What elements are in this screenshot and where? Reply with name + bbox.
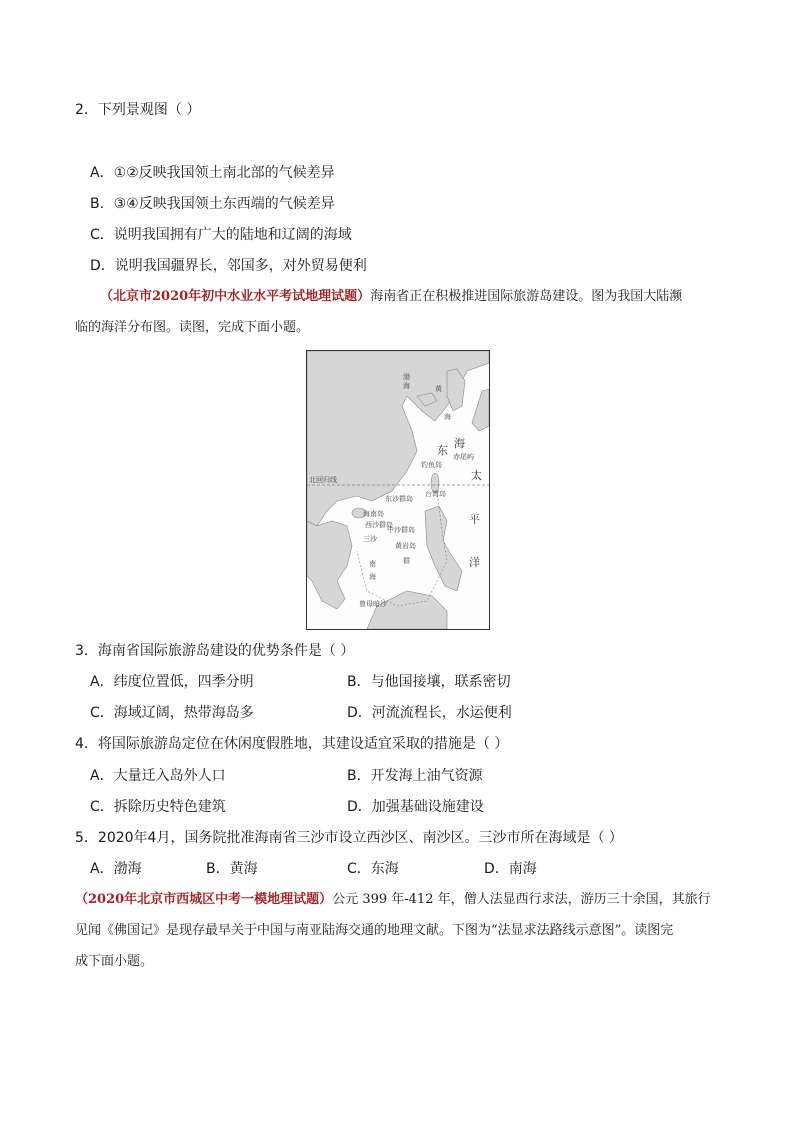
label-pacific-3: 洋 (469, 556, 480, 569)
q3-option-d[interactable]: D．河流流程长，水运便利 (347, 705, 512, 721)
label-donghai-2: 海 (454, 437, 465, 450)
label-xisha: 西沙群岛 (365, 521, 393, 529)
label-zhongsha: 中沙群岛 (387, 526, 415, 534)
q4-option-b[interactable]: B．开发海上油气资源 (347, 768, 483, 784)
label-pacific-1: 太 (471, 469, 482, 482)
label-hainan: 海南岛 (363, 510, 384, 518)
label-nansha: 群 (403, 557, 410, 565)
label-nanhai-1: 南 (369, 560, 376, 568)
q4-option-a[interactable]: A．大量迁入岛外人口 (90, 768, 226, 784)
q2-option-b[interactable]: B．③④反映我国领土东西端的气候差异 (90, 196, 335, 212)
label-donghai: 东 (437, 444, 448, 457)
label-zengmu: 曾母暗沙 (359, 600, 387, 608)
question-4-stem: 4．将国际旅游岛定位在休闲度假胜地，其建设适宜采取的措施是（ ） (75, 736, 509, 752)
q2-option-d[interactable]: D．说明我国疆界长，邻国多，对外贸易便利 (90, 258, 367, 274)
intro-2-source: （2020年北京市西城区中考一模地理试题） (75, 892, 333, 907)
intro-2-text-first: 公元 399 年-412 年，僧人法显西行求法，游历三十余国，其旅行 (332, 892, 711, 907)
intro-1-source: （北京市2020年初中水业水平考试地理试题） (100, 289, 371, 304)
label-sansha: 三沙 (363, 535, 377, 543)
intro-1-text-first: 海南省正在积极推进国际旅游岛建设。图为我国大陆濒 (370, 289, 683, 304)
philippines-shape (425, 506, 462, 591)
q4-option-d[interactable]: D．加强基础设施建设 (347, 799, 484, 815)
q5-option-d[interactable]: D．南海 (484, 861, 537, 877)
question-5-stem: 5．2020年4月，国务院批准海南省三沙市设立西沙区、南沙区。三沙市所在海域是（ ） (75, 830, 623, 846)
map-graphic (307, 351, 489, 629)
q4-option-c[interactable]: C．拆除历史特色建筑 (90, 799, 226, 815)
intro-1-line-1 (100, 287, 682, 307)
label-dongsha: 东沙群岛 (385, 495, 413, 503)
q5-option-a[interactable]: A．渤海 (90, 861, 142, 877)
intro-2-text-second: 见闻《佛国记》是现存最早关于中国与南亚陆海交通的地理文献。下图为“法显求法路线示意图”。读图完 (75, 923, 674, 938)
label-chiweiyu: 赤尾屿 (453, 453, 474, 461)
label-huanghai: 黄 (435, 385, 442, 393)
label-huangyan: 黄岩岛 (395, 542, 416, 550)
q5-option-c[interactable]: C．东海 (347, 861, 399, 877)
japan-shape (472, 389, 489, 431)
q2-option-c[interactable]: C．说明我国拥有广大的陆地和辽阔的海域 (90, 227, 352, 243)
q3-option-b[interactable]: B．与他国接壤，联系密切 (347, 674, 511, 690)
label-huanghai-2: 海 (444, 413, 451, 421)
label-bohai-2: 海 (403, 382, 410, 390)
borneo-shape (367, 591, 447, 629)
question-2-stem: 2．下列景观图（ ） (75, 102, 201, 118)
q3-option-c[interactable]: C．海域辽阔，热带海岛多 (90, 705, 254, 721)
intro-2-line-1 (75, 890, 711, 910)
label-taiwan: 台湾岛 (425, 490, 446, 498)
label-pacific-2: 平 (469, 513, 480, 526)
label-bohai: 渤 (403, 373, 410, 381)
q5-option-b[interactable]: B．黄海 (206, 861, 258, 877)
label-tropic: 北回归线 (309, 476, 337, 484)
label-nanhai-2: 海 (369, 573, 376, 581)
label-diaoyudao: 钓鱼岛 (421, 461, 442, 469)
china-seas-map (306, 350, 490, 630)
intro-1-text-second: 临的海洋分布图。读图，完成下面小题。 (75, 320, 310, 335)
question-3-stem: 3．海南省国际旅游岛建设的优势条件是（ ） (75, 643, 355, 659)
q2-option-a[interactable]: A．①②反映我国领土南北部的气候差异 (90, 165, 335, 181)
intro-2-text-third: 成下面小题。 (75, 954, 154, 969)
indochina-shape (307, 521, 352, 609)
q3-option-a[interactable]: A．纬度位置低，四季分明 (90, 674, 254, 690)
